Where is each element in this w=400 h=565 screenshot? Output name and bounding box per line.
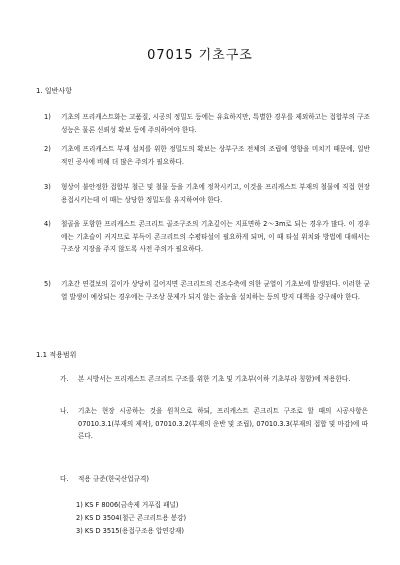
item-number: 나. bbox=[60, 407, 69, 415]
page-title: 07015 기초구조 bbox=[147, 48, 253, 63]
item-text: 철골을 포함한 프리캐스트 콘크리트 골조구조의 기초깊이는 지표면하 2～3m로 되는 경우가 많다. 이 경우에는 기초슬이 커지므로 부득이 콘크리트의 수평타설이 필요하게 되며, 이 때 타설 위치와 방법에 대해서는 구조상 지장을 주지 않도록 사전 주의가 필요하다. bbox=[61, 220, 370, 253]
item-number: 가. bbox=[60, 375, 69, 383]
item-text: 기초의 프리캐스트화는 고품질, 시공의 정밀도 등에는 유효하지만, 특별한 경우를 제외하고는 접합부의 구조성능은 물론 신뢰성 확보 등에 주의하여야 한다. bbox=[61, 113, 370, 134]
list-item bbox=[44, 111, 370, 136]
list-item bbox=[44, 278, 370, 303]
item-text: 형상이 불안정한 접합부 철근 및 철물 등을 기초에 정착시키고, 이것을 프리캐스트 부재의 철물에 직접 현장용접시키는데 이 때는 상당한 정밀도를 유지하여야 한다. bbox=[61, 183, 370, 204]
scope-item bbox=[60, 373, 368, 386]
item-number: 1) bbox=[44, 113, 51, 121]
item-text: 기초간 연결보의 길이가 상당히 길어지면 콘크리트의 건조수축에 의한 균열이 기초보에 발생된다. 이러한 균열 발생이 예상되는 경우에는 구조상 문제가 되지 않는 줄눈을 설치하는 등의 방지 대책을 강구해야 한다. bbox=[61, 280, 370, 301]
section-heading: 1. 일반사항 bbox=[36, 87, 72, 95]
list-item bbox=[44, 143, 370, 168]
scope-item bbox=[60, 473, 368, 486]
item-number: 3) bbox=[44, 183, 51, 191]
item-text: 본 시방서는 프리캐스트 콘크리트 구조를 위한 기초 및 기초부(이하 기초부라 칭함)에 적용한다. bbox=[78, 375, 351, 383]
item-number: 5) bbox=[44, 280, 51, 288]
standard-item: 2) KS D 3504(철근 콘크리트용 봉강) bbox=[76, 514, 187, 522]
item-number: 2) bbox=[44, 145, 51, 153]
standard-item: 1) KS F 8006(금속제 거푸집 패널) bbox=[76, 501, 179, 509]
item-text: 적용 규준(한국산업규격) bbox=[78, 475, 149, 483]
standard-item: 3) KS D 3515(용접구조용 압연강재) bbox=[76, 527, 184, 535]
item-number: 4) bbox=[44, 220, 51, 228]
item-text: 기초에 프리캐스트 부재 설치를 위한 정밀도의 확보는 상부구조 전체의 조립에 영향을 미치기 때문에, 일반적인 공사에 비해 더 많은 주의가 필요하다. bbox=[61, 145, 370, 166]
subsection-heading: 1.1 적용범위 bbox=[36, 351, 77, 359]
item-text: 기초는 현장 시공하는 것을 원칙으로 하되, 프리캐스트 콘크리트 구조로 할 때의 시공사항은 07010.3.1(부재의 제작), 07010.3.2(부재의 운반 및 조립), 07010.3.3(부재의 접합 및 마감)에 따른다. bbox=[78, 407, 368, 440]
scope-item bbox=[60, 405, 368, 443]
item-number: 다. bbox=[60, 475, 69, 483]
list-item bbox=[44, 218, 370, 256]
list-item bbox=[44, 181, 370, 206]
